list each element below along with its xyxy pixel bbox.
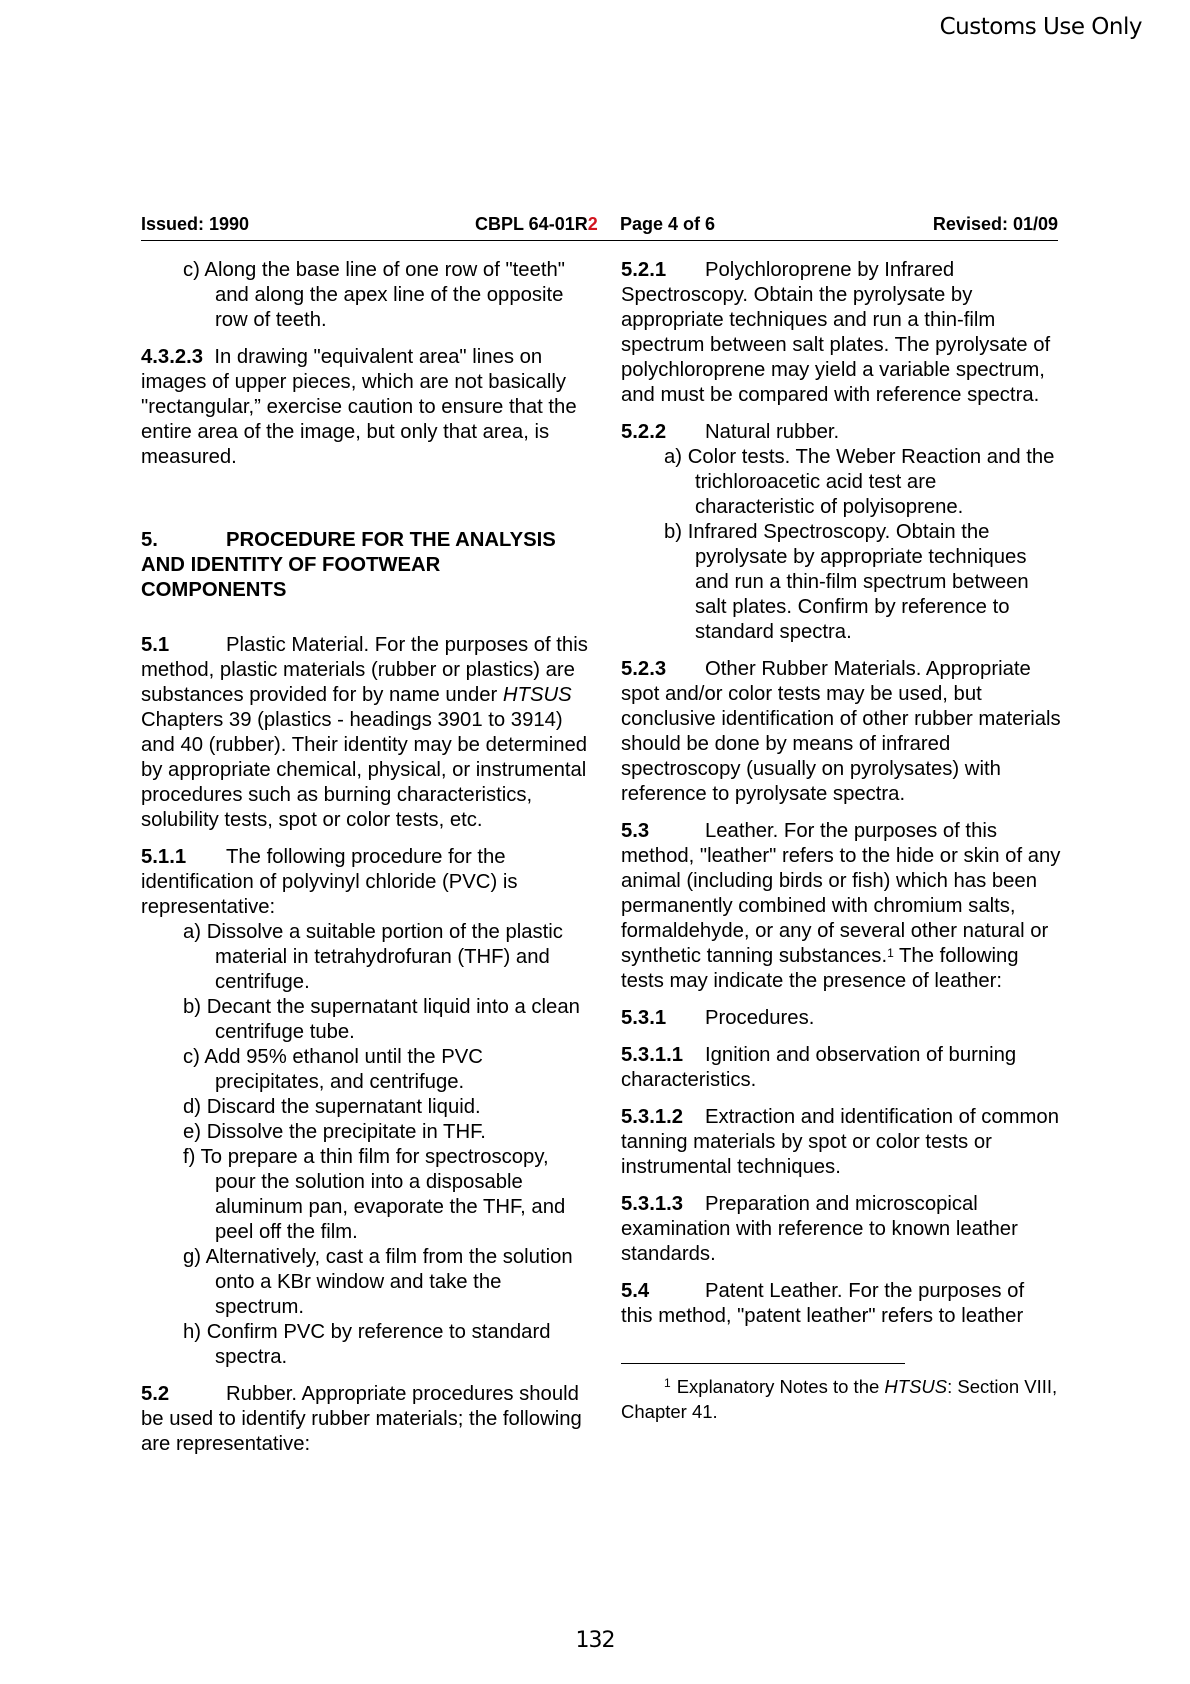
section-number: 5.1.1	[141, 846, 187, 868]
section-5-2-2: 5.2.2 Natural rubber.	[621, 421, 840, 443]
section-number: 5.2	[141, 1383, 170, 1405]
section-number: 5.3.1.3	[621, 1193, 684, 1215]
section-title: PROCEDURE FOR THE ANALYSIS AND IDENTITY OF FOOTWEAR COMPONENTS	[141, 529, 556, 601]
list-item: f) To prepare a thin film for spectroscopy, pour the solution into a disposable aluminum pan, evaporate the THF, and peel off the film.	[183, 1146, 566, 1243]
section-5-2: 5.2 Rubber. Appropriate procedures should be used to identify rubber materials; the following are representative:	[141, 1383, 582, 1455]
list-item: c) Along the base line of one row of "teeth" and along the apex line of the opposite row of teeth.	[183, 259, 565, 331]
list-item: c) Add 95% ethanol until the PVC precipitates, and centrifuge.	[183, 1046, 483, 1093]
section-number: 5.3.1.1	[621, 1044, 684, 1066]
list-item: b) Decant the supernatant liquid into a clean centrifuge tube.	[183, 996, 580, 1043]
section-5-3-1-3: 5.3.1.3 Preparation and microscopical examination with reference to known leather standards.	[621, 1193, 1018, 1265]
section-4-3-2-3: 4.3.2.3 In drawing "equivalent area" lines on images of upper pieces, which are not basically "rectangular,” exercise caution to ensure that the entire area of the image, but only that area, is measured.	[141, 346, 577, 468]
document-id: CBPL 64-01R2	[475, 214, 598, 234]
section-5-heading	[141, 528, 588, 603]
section-5-2-1: 5.2.1 Polychloroprene by Infrared Spectroscopy. Obtain the pyrolysate by appropriate techniques and run a thin-film spectrum between salt plates. The pyrolysate of polychloroprene may yield a variable spectrum, and must be compared with reference spectra.	[621, 259, 1051, 406]
section-number: 4.3.2.3	[141, 346, 204, 368]
list-item: h) Confirm PVC by reference to standard spectra.	[183, 1321, 551, 1368]
list-item: b) Infrared Spectroscopy. Obtain the pyrolysate by appropriate techniques and run a thin-film spectrum between salt plates. Confirm by reference to standard spectra.	[664, 521, 1029, 643]
pvc-procedure-list	[141, 920, 588, 1370]
section-number: 5.	[141, 529, 158, 551]
footnote-divider	[621, 1363, 905, 1364]
section-5-3: 5.3 Leather. For the purposes of this method, "leather" refers to the hide or skin of any animal (including birds or fish) which has been permanently combined with chromium salts, formaldehyde, or any of several other natural or synthetic tanning substances.$^1$ The following tests may indicate the presence of leather:	[621, 820, 1061, 992]
section-5-3-1-1: 5.3.1.1 Ignition and observation of burning characteristics.	[621, 1044, 1017, 1091]
section-number: 5.1	[141, 634, 170, 656]
list-item: a) Dissolve a suitable portion of the plastic material in tetrahydrofuran (THF) and centrifuge.	[183, 921, 563, 993]
section-number: 5.2.1	[621, 259, 667, 281]
customs-use-only-stamp: Customs Use Only	[939, 14, 1142, 40]
natural-rubber-list	[621, 445, 1061, 645]
section-5-3-1-2: 5.3.1.2 Extraction and identification of common tanning materials by spot or color tests or instrumental techniques.	[621, 1106, 1059, 1178]
footnote: $^1$ Explanatory Notes to the HTSUS: Section VIII, Chapter 41.	[621, 1376, 1058, 1422]
list-item: e) Dissolve the precipitate in THF.	[183, 1121, 486, 1143]
section-5-2-3: 5.2.3 Other Rubber Materials. Appropriate spot and/or color tests may be used, but conclusive identification of other rubber materials should be done by means of infrared spectroscopy (usually on pyrolysates) with reference to pyrolysate spectra.	[621, 658, 1061, 805]
section-number: 5.4	[621, 1280, 650, 1302]
footnote-reference[interactable]: 1	[887, 946, 894, 960]
list-item: g) Alternatively, cast a film from the solution onto a KBr window and take the spectrum.	[183, 1246, 573, 1318]
page-indicator: Page 4 of 6	[620, 214, 716, 234]
list-item: a) Color tests. The Weber Reaction and the trichloroacetic acid test are characteristic of polyisoprene.	[664, 446, 1055, 518]
left-column	[141, 258, 588, 1469]
section-number: 5.2.2	[621, 421, 667, 443]
section-5-1-1: 5.1.1 The following procedure for the identification of polyvinyl chloride (PVC) is representative:	[141, 846, 518, 918]
footnote-mark: 1	[664, 1376, 671, 1390]
section-5-3-1: 5.3.1 Procedures.	[621, 1007, 815, 1029]
revision-number: 2	[587, 214, 598, 234]
section-number: 5.2.3	[621, 658, 667, 680]
section-5-1: 5.1 Plastic Material. For the purposes of this method, plastic materials (rubber or plastics) are substances provided for by name under HTSUS Chapters 39 (plastics - headings 3901 to 3914) and 40 (rubber). Their identity may be determined by appropriate chemical, physical, or instrumental procedures such as burning characteristics, solubility tests, spot or color tests, etc.	[141, 634, 588, 831]
issued-date: Issued: 1990	[141, 214, 250, 234]
section-number: 5.3	[621, 820, 650, 842]
revised-date: Revised: 01/09	[932, 214, 1058, 234]
section-number: 5.3.1	[621, 1007, 667, 1029]
section-number: 5.3.1.2	[621, 1106, 684, 1128]
page-number: 132	[575, 1628, 615, 1653]
document-header	[141, 214, 1058, 241]
section-5-4: 5.4 Patent Leather. For the purposes of this method, "patent leather" refers to leather	[621, 1280, 1025, 1327]
right-column	[621, 258, 1061, 1424]
list-item: d) Discard the supernatant liquid.	[183, 1096, 481, 1118]
